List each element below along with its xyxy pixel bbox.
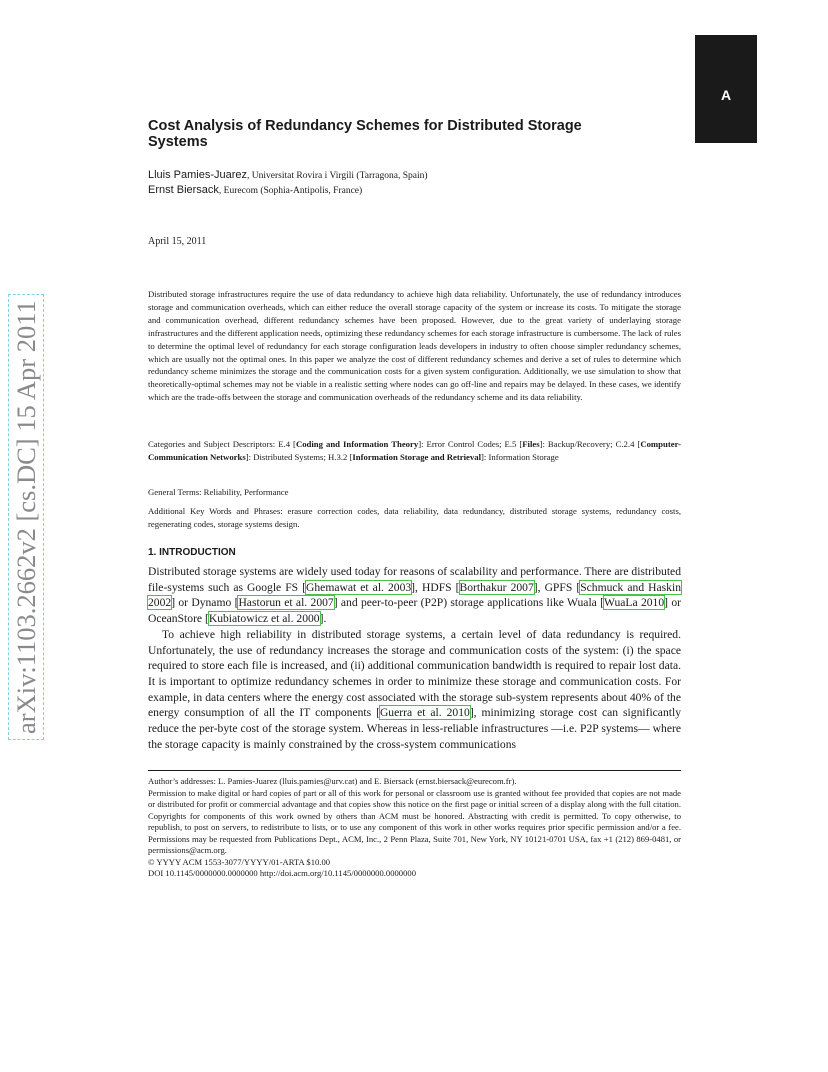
author-affiliation: , Universitat Rovira i Virgili (Tarragona, Spain) [247,171,428,181]
categories [148,438,681,464]
cat-text: ]: Backup/Recovery; C.2.4 [ [539,439,641,449]
author-1 [148,168,688,183]
abstract: Distributed storage infrastructures require the use of data redundancy to achieve high data reliability. Unfortunately, the use of redundancy introduces storage and communication overheads, which can either reduce the overall storage capacity of the system or increase its costs. To mitigate the storage and communication overhead, different redundancy schemes have been proposed. However, due to the great variety of underlaying storage infrastructures and the different application needs, optimizing these redundancy schemes for each storage infrastructure is cumbersome. The lack of rules to determine the optimal level of redundancy for each storage configuration leads developers in industry to often choose simpler redundancy schemes, which are usually not the optimal ones. In this paper we analyze the cost of different redundancy schemes and derive a set of rules to determine which redundancy scheme minimizes the storage and the communication costs for a given system configuration. Additionally, we use simulation to show that theoretically-optimal schemes may not be viable in a realistic setting where nodes can go off-line and repairs may be delayed. In these cases, we identify which are the trade-offs between the storage and communication overheads of the redundancy scheme and its data reliability. [148,289,681,403]
paper-title [148,118,688,150]
text: ] or OceanStore [ [148,596,681,626]
cat-bold: Information Storage and Retrieval [352,451,482,462]
cat-text: ]: Information Storage [481,451,559,462]
author-name: Lluis Pamies-Juarez [148,169,248,181]
section-heading: 1. INTRODUCTION [148,547,236,558]
text: ], HDFS [ [411,580,460,594]
cat-bold: Files [522,439,540,449]
citation-link[interactable]: Ghemawat et al. 2003 [306,580,412,594]
citation-link[interactable]: Borthakur 2007 [459,580,534,594]
cat-text: ]: Error Control Codes; E.5 [ [418,439,523,449]
keywords: Additional Key Words and Phrases: erasure correction codes, data reliability, data redundancy, distributed storage systems, redundancy costs, regenerating codes, storage systems design. [148,506,681,529]
cat-bold: Coding and Information Theory [295,439,419,449]
author-2 [148,183,688,198]
text: ]. [319,612,327,626]
author-list [148,168,688,198]
citation-link[interactable]: Schmuck and Haskin 2002 [148,580,681,610]
text: ] and peer-to-peer (P2P) storage applications like Wuala [ [333,596,604,610]
text: ] or Dynamo [ [171,596,239,610]
author-name: Ernst Biersack [148,184,219,196]
citation-link[interactable]: Guerra et al. 2010 [379,706,470,720]
arxiv-id[interactable]: arXiv:1103.2662v2 [cs.DC] 15 Apr 2011 [8,294,44,740]
title-line-1: Cost Analysis of Redundancy Schemes for Distributed Storage [148,118,582,134]
text: Distributed storage systems are widely used today for reasons of scalability and performance. There are distributed file-systems such as Google FS [ [148,565,681,594]
permission-notice: Permission to make digital or hard copies of part or all of this work for personal or classroom use is granted without fee provided that copies are not made or distributed for profit or commercial advantage and that copies show this notice on the first page or initial screen of a display along with the full citation. Copyrights for components of this work owned by others than ACM must be honored. Abstracting with credit is permitted. To copy otherwise, to republish, to post on servers, to redistribute to lists, or to use any component of this work in other works requires prior specific permission and/or a fee. Permissions may be requested from Publications Dept., ACM, Inc., 2 Penn Plaza, Suite 701, New York, NY 10121-0701 USA, fax +1 (212) 869-0481, or permissions@acm.org. [148,787,681,855]
title-line-2: Systems [148,134,208,150]
copyright-line: © YYYY ACM 1553-3077/YYYY/01-ARTA $10.00 [148,856,331,867]
text: ], GPFS [ [533,580,581,594]
publication-date: April 15, 2011 [148,236,207,247]
cat-text: Categories and Subject Descriptors: E.4 [ [148,439,296,449]
paragraph [148,564,681,627]
citation-link[interactable]: Hastorun et al. 2007 [238,596,334,610]
body-text [148,564,681,752]
citation-link[interactable]: Kubiatowicz et al. 2000 [208,612,320,626]
author-affiliation: , Eurecom (Sophia-Antipolis, France) [218,186,363,196]
arxiv-watermark [6,240,46,740]
text: To achieve high reliability in distributed storage systems, a certain level of data redundancy is required. Unfortunately, the use of redundancy increases the storage and communication costs of the system: (i) the space required to store each file is increased, and (ii) additional communication bandwidth is required to repair lost data. It is important to optimize redundancy schemes in order to minimize these storage and communication costs. For example, in data centers where the energy cost associated with the storage sub-system represents about 40% of the energy consumption of all the IT components [ [148,627,681,720]
cat-bold: Computer-Communication Networks [148,439,682,462]
doi-line: DOI 10.1145/0000000.0000000 http://doi.acm.org/10.1145/0000000.0000000 [148,868,416,878]
cat-text: ]: Distributed Systems; H.3.2 [ [245,451,353,462]
citation-link[interactable]: WuaLa 2010 [603,596,665,610]
text: ], minimizing storage cost can significantly reduce the per-byte cost of the storage system. Whereas in less-reliable infrastructures —i.e. P2P systems— where the storage capacity is mainly constrained by the cross-system communications [148,706,681,751]
general-terms: General Terms: Reliability, Performance [148,487,289,497]
authors-addresses: Author’s addresses: L. Pamies-Juarez (lluis.pamies@urv.cat) and E. Biersack (ernst.biersack@eurecom.fr). [148,776,517,786]
paragraph [148,627,681,753]
footnote [148,776,681,880]
tab-letter: A [720,87,732,103]
article-tab [695,35,757,143]
footnote-rule [148,770,681,771]
